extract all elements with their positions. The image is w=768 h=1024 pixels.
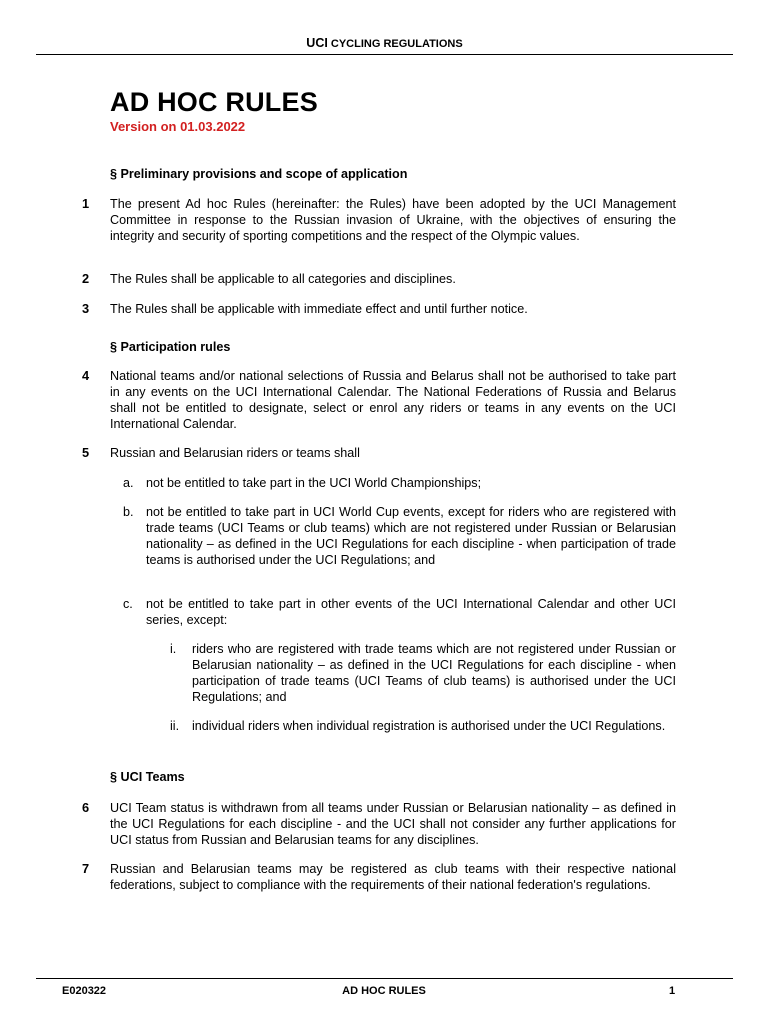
list-marker: ii. xyxy=(170,719,180,733)
article-number: 3 xyxy=(82,301,90,316)
list-item-text: not be entitled to take part in UCI World Cup events, except for riders who are registered with trade teams (UCI Teams or club teams) which are not registered under Russian or Belarusian nationality – as defined in the UCI Regulations for each discipline - when participation of trade teams is authorised under the UCI Regulations; and xyxy=(146,505,676,567)
list-item-text: not be entitled to take part in the UCI World Championships; xyxy=(146,476,482,490)
list-item-text: individual riders when individual registration is authorised under the UCI Regulations. xyxy=(192,719,666,733)
list-marker: a. xyxy=(123,476,134,490)
article-text: The Rules shall be applicable with immediate effect and until further notice. xyxy=(110,302,528,316)
article-number: 2 xyxy=(82,271,90,286)
article-number: 6 xyxy=(82,800,90,815)
footer-code: E020322 xyxy=(62,985,107,997)
section-heading-preliminary: § Preliminary provisions and scope of application xyxy=(110,167,408,181)
article-number: 5 xyxy=(82,445,90,460)
article-number: 1 xyxy=(82,196,90,211)
section-heading-uci-teams: § UCI Teams xyxy=(110,770,185,784)
list-item-text: not be entitled to take part in other events of the UCI International Calendar and other UCI series, except: xyxy=(146,597,676,627)
list-item-text: riders who are registered with trade teams which are not registered under Russian or Belarusian nationality – as defined in the UCI Regulations for each discipline - when participation of trade teams (UCI Teams of club teams) is authorised under the UCI Regulations; and xyxy=(192,642,676,704)
list-marker: i. xyxy=(170,642,177,656)
article-text: Russian and Belarusian teams may be registered as club teams with their respective national federations, subject to compliance with the requirements of their national federation's regulations. xyxy=(110,862,676,892)
version-label: Version on 01.03.2022 xyxy=(110,119,246,134)
list-marker: c. xyxy=(123,597,133,611)
footer-title: AD HOC RULES xyxy=(342,985,426,997)
article-text: The present Ad hoc Rules (hereinafter: the Rules) have been adopted by the UCI Management Committee in response to the Russian invasion of Ukraine, with the objectives of ensuring the integrity and security of sporting competitions and the respect of the Olympic values. xyxy=(110,197,676,243)
page-number: 1 xyxy=(669,985,676,997)
footer-divider xyxy=(36,978,733,979)
header-title: CYCLING REGULATIONS xyxy=(330,38,463,50)
section-heading-participation: § Participation rules xyxy=(110,340,231,354)
document-title: AD HOC RULES xyxy=(110,87,318,117)
article-number: 7 xyxy=(82,861,90,876)
header-org: UCI xyxy=(306,36,328,50)
article-text: The Rules shall be applicable to all categories and disciplines. xyxy=(110,272,456,286)
article-number: 4 xyxy=(82,368,90,383)
article-text: UCI Team status is withdrawn from all teams under Russian or Belarusian nationality – as defined in the UCI Regulations for each discipline - and the UCI shall not consider any further applications for UCI status from Russian and Belarusian teams for any disciplines. xyxy=(110,801,676,847)
article-text: Russian and Belarusian riders or teams shall xyxy=(110,446,360,460)
article-text: National teams and/or national selections of Russia and Belarus shall not be authorised to take part in any events on the UCI International Calendar. The National Federations of Russia and Belarus shall not be entitled to designate, select or enrol any riders or teams in any events on the UCI International Calendar. xyxy=(110,369,676,431)
list-marker: b. xyxy=(123,505,134,519)
